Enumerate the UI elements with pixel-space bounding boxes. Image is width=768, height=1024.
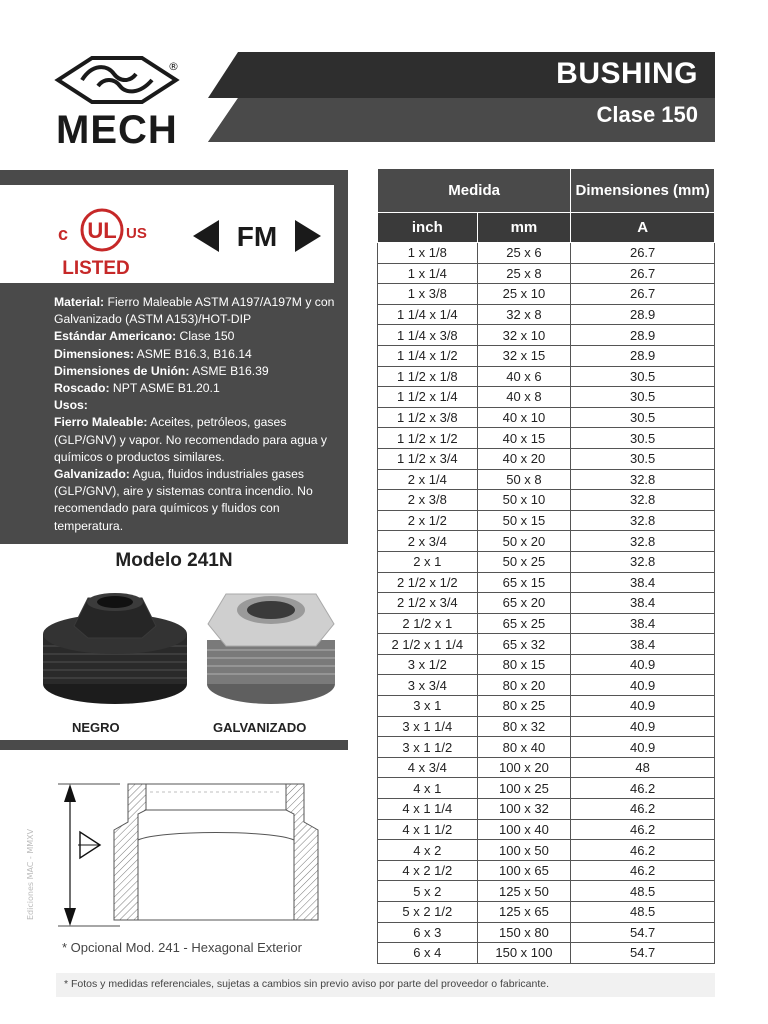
spec-key: Material: — [54, 295, 105, 309]
table-row — [378, 243, 715, 264]
table-row — [378, 675, 715, 696]
table-cell: 80 x 40 — [477, 737, 571, 758]
table-cell: 2 x 1/2 — [378, 510, 478, 531]
table-cell: 100 x 65 — [477, 860, 571, 881]
table-cell: 28.9 — [571, 304, 715, 325]
table-cell: 3 x 1 1/2 — [378, 737, 478, 758]
table-cell: 32 x 8 — [477, 304, 571, 325]
table-cell: 3 x 3/4 — [378, 675, 478, 696]
table-cell: 40.9 — [571, 696, 715, 717]
table-cell: 26.7 — [571, 243, 715, 264]
table-cell: 1 1/2 x 1/8 — [378, 366, 478, 387]
table-row — [378, 943, 715, 964]
table-cell: 38.4 — [571, 593, 715, 614]
table-cell: 50 x 25 — [477, 551, 571, 572]
table-cell: 40 x 8 — [477, 387, 571, 408]
table-cell: 28.9 — [571, 325, 715, 346]
table-cell: 6 x 4 — [378, 943, 478, 964]
table-cell: 40.9 — [571, 654, 715, 675]
table-cell: 65 x 25 — [477, 613, 571, 634]
table-row — [378, 387, 715, 408]
table-cell: 32.8 — [571, 469, 715, 490]
page-title: BUSHING — [556, 57, 698, 90]
header-medida: Medida — [378, 169, 571, 213]
mech-logo — [52, 52, 192, 152]
galvanized-bushing-photo — [204, 588, 338, 706]
table-cell: 2 1/2 x 3/4 — [378, 593, 478, 614]
ul-mark: UL — [87, 218, 117, 243]
table-cell: 48.5 — [571, 881, 715, 902]
table-cell: 38.4 — [571, 613, 715, 634]
table-cell: 100 x 25 — [477, 778, 571, 799]
table-cell: 2 1/2 x 1/2 — [378, 572, 478, 593]
table-cell: 32.8 — [571, 490, 715, 511]
table-cell: 50 x 10 — [477, 490, 571, 511]
table-row — [378, 407, 715, 428]
table-row — [378, 654, 715, 675]
table-cell: 30.5 — [571, 448, 715, 469]
table-row — [378, 860, 715, 881]
table-row — [378, 716, 715, 737]
table-row — [378, 551, 715, 572]
table-cell: 1 1/2 x 1/2 — [378, 428, 478, 449]
col-a: A — [571, 213, 715, 243]
table-cell: 1 x 1/4 — [378, 263, 478, 284]
table-body — [378, 243, 715, 964]
spec-key: Roscado: — [54, 381, 110, 396]
spec-line — [54, 466, 340, 535]
dimension-table — [377, 168, 715, 964]
table-row — [378, 366, 715, 387]
table-cell: 54.7 — [571, 922, 715, 943]
table-cell: 26.7 — [571, 284, 715, 305]
table-cell: 4 x 1 1/4 — [378, 799, 478, 820]
table-cell: 28.9 — [571, 345, 715, 366]
page-subtitle: Clase 150 — [596, 102, 698, 127]
table-row — [378, 531, 715, 552]
table-cell: 1 1/4 x 3/8 — [378, 325, 478, 346]
table-cell: 2 x 3/4 — [378, 531, 478, 552]
table-cell: 6 x 3 — [378, 922, 478, 943]
table-cell: 40 x 6 — [477, 366, 571, 387]
table-cell: 3 x 1 1/4 — [378, 716, 478, 737]
table-cell: 25 x 10 — [477, 284, 571, 305]
table-cell: 80 x 25 — [477, 696, 571, 717]
table-cell: 100 x 50 — [477, 840, 571, 861]
ul-listed: LISTED — [62, 258, 130, 279]
table-cell: 48.5 — [571, 902, 715, 923]
table-cell: 40.9 — [571, 675, 715, 696]
spec-line — [54, 380, 340, 397]
table-cell: 1 1/4 x 1/2 — [378, 345, 478, 366]
table-row — [378, 469, 715, 490]
table-cell: 50 x 8 — [477, 469, 571, 490]
table-cell: 30.5 — [571, 387, 715, 408]
bushing-section-drawing — [50, 770, 350, 935]
table-cell: 5 x 2 — [378, 881, 478, 902]
table-cell: 40.9 — [571, 737, 715, 758]
table-row — [378, 304, 715, 325]
spec-value: Aceites, petróleos, gases (GLP/GNV) y vapor. No recomendado para agua y químicos o productos similares. — [54, 415, 328, 464]
table-row — [378, 263, 715, 284]
table-cell: 38.4 — [571, 634, 715, 655]
table-row — [378, 284, 715, 305]
spec-value: ASME B16.3, B16.14 — [133, 346, 252, 361]
table-cell: 125 x 50 — [477, 881, 571, 902]
table-cell: 1 x 3/8 — [378, 284, 478, 305]
table-cell: 30.5 — [571, 366, 715, 387]
table-row — [378, 696, 715, 717]
col-inch: inch — [378, 213, 478, 243]
table-cell: 3 x 1/2 — [378, 654, 478, 675]
black-bushing-photo — [42, 588, 188, 706]
table-cell: 46.2 — [571, 860, 715, 881]
table-row — [378, 902, 715, 923]
table-cell: 65 x 32 — [477, 634, 571, 655]
table-cell: 1 1/2 x 3/8 — [378, 407, 478, 428]
table-cell: 80 x 15 — [477, 654, 571, 675]
table-cell: 46.2 — [571, 778, 715, 799]
table-row — [378, 819, 715, 840]
spec-key: Dimensiones: — [54, 346, 134, 361]
ul-listed-logo — [52, 200, 152, 280]
table-row — [378, 448, 715, 469]
spec-value: Fierro Maleable ASTM A197/A197M y con Galvanizado (ASTM A153)/HOT-DIP — [54, 295, 335, 327]
footer-disclaimer: * Fotos y medidas referenciales, sujetas a cambios sin previo aviso por parte del proveedor o fabricante. — [56, 973, 715, 997]
table-row — [378, 510, 715, 531]
spec-line — [54, 414, 340, 466]
table-cell: 32.8 — [571, 531, 715, 552]
spec-value: ASME B16.39 — [189, 363, 269, 378]
spec-value: Clase 150 — [176, 329, 235, 344]
table-cell: 80 x 32 — [477, 716, 571, 737]
edition-note: Ediciones MAC - MMXV — [26, 828, 35, 920]
table-row — [378, 613, 715, 634]
table-cell: 46.2 — [571, 819, 715, 840]
table-cell: 4 x 1 1/2 — [378, 819, 478, 840]
table-cell: 150 x 100 — [477, 943, 571, 964]
table-row — [378, 881, 715, 902]
fm-text: FM — [236, 221, 278, 252]
spec-line — [54, 328, 340, 345]
table-cell: 125 x 65 — [477, 902, 571, 923]
spec-key: Fierro Maleable: — [54, 415, 148, 430]
table-row — [378, 572, 715, 593]
table-row — [378, 490, 715, 511]
brand-name: MECH — [56, 108, 178, 152]
table-cell: 30.5 — [571, 428, 715, 449]
table-row — [378, 757, 715, 778]
spec-key: Usos: — [54, 398, 88, 413]
mech-emblem-icon — [52, 52, 182, 108]
table-cell: 65 x 15 — [477, 572, 571, 593]
table-cell: 2 1/2 x 1 1/4 — [378, 634, 478, 655]
table-cell: 46.2 — [571, 840, 715, 861]
table-cell: 26.7 — [571, 263, 715, 284]
table-cell: 32.8 — [571, 510, 715, 531]
table-row — [378, 428, 715, 449]
col-mm: mm — [477, 213, 571, 243]
caption-black: NEGRO — [72, 720, 120, 735]
table-cell: 2 x 1 — [378, 551, 478, 572]
table-cell: 50 x 20 — [477, 531, 571, 552]
table-row — [378, 325, 715, 346]
table-cell: 3 x 1 — [378, 696, 478, 717]
spec-line — [54, 346, 340, 363]
caption-galvanized: GALVANIZADO — [213, 720, 307, 735]
table-cell: 48 — [571, 757, 715, 778]
table-row — [378, 634, 715, 655]
table-cell: 25 x 6 — [477, 243, 571, 264]
ul-c: c — [58, 224, 69, 244]
model-title: Modelo 241N — [115, 550, 233, 571]
table-cell: 65 x 20 — [477, 593, 571, 614]
table-row — [378, 799, 715, 820]
table-cell: 4 x 1 — [378, 778, 478, 799]
table-cell: 2 x 1/4 — [378, 469, 478, 490]
spec-line — [54, 294, 340, 328]
table-cell: 80 x 20 — [477, 675, 571, 696]
table-row — [378, 345, 715, 366]
spec-key: Dimensiones de Unión: — [54, 363, 190, 378]
header-dimensiones: Dimensiones (mm) — [571, 169, 715, 213]
table-row — [378, 922, 715, 943]
registered-mark: ® — [168, 60, 179, 73]
table-cell: 1 1/4 x 1/4 — [378, 304, 478, 325]
table-cell: 38.4 — [571, 572, 715, 593]
table-cell: 40 x 15 — [477, 428, 571, 449]
table-cell: 150 x 80 — [477, 922, 571, 943]
table-cell: 1 1/2 x 1/4 — [378, 387, 478, 408]
table-cell: 4 x 2 1/2 — [378, 860, 478, 881]
table-cell: 2 1/2 x 1 — [378, 613, 478, 634]
spec-list — [54, 294, 340, 535]
table-cell: 40 x 10 — [477, 407, 571, 428]
table-cell: 46.2 — [571, 799, 715, 820]
table-cell: 100 x 32 — [477, 799, 571, 820]
table-cell: 40.9 — [571, 716, 715, 737]
optional-note: * Opcional Mod. 241 - Hexagonal Exterior — [62, 940, 302, 955]
table-cell: 4 x 3/4 — [378, 757, 478, 778]
spec-line — [54, 363, 340, 380]
spec-key: Estándar Americano: — [54, 329, 177, 344]
table-row — [378, 778, 715, 799]
fm-approval-logo — [193, 218, 321, 254]
table-cell: 100 x 40 — [477, 819, 571, 840]
spec-key: Galvanizado: — [54, 467, 130, 482]
table-cell: 32 x 10 — [477, 325, 571, 346]
table-cell: 25 x 8 — [477, 263, 571, 284]
table-cell: 50 x 15 — [477, 510, 571, 531]
table-cell: 2 x 3/8 — [378, 490, 478, 511]
table-cell: 1 1/2 x 3/4 — [378, 448, 478, 469]
table-cell: 32 x 15 — [477, 345, 571, 366]
table-cell: 5 x 2 1/2 — [378, 902, 478, 923]
spec-value: NPT ASME B1.20.1 — [109, 381, 220, 396]
table-cell: 40 x 20 — [477, 448, 571, 469]
ul-us: US — [126, 225, 147, 242]
table-cell: 30.5 — [571, 407, 715, 428]
table-cell: 4 x 2 — [378, 840, 478, 861]
table-cell: 100 x 20 — [477, 757, 571, 778]
table-cell: 1 x 1/8 — [378, 243, 478, 264]
table-row — [378, 737, 715, 758]
table-cell: 54.7 — [571, 943, 715, 964]
spec-line — [54, 397, 340, 414]
table-row — [378, 593, 715, 614]
spec-value: Agua, fluidos industriales gases (GLP/GNV), aire y sistemas contra incendio. No recomendado para químicos y fluidos con temperatura. — [54, 467, 313, 533]
table-cell: 32.8 — [571, 551, 715, 572]
table-row — [378, 840, 715, 861]
